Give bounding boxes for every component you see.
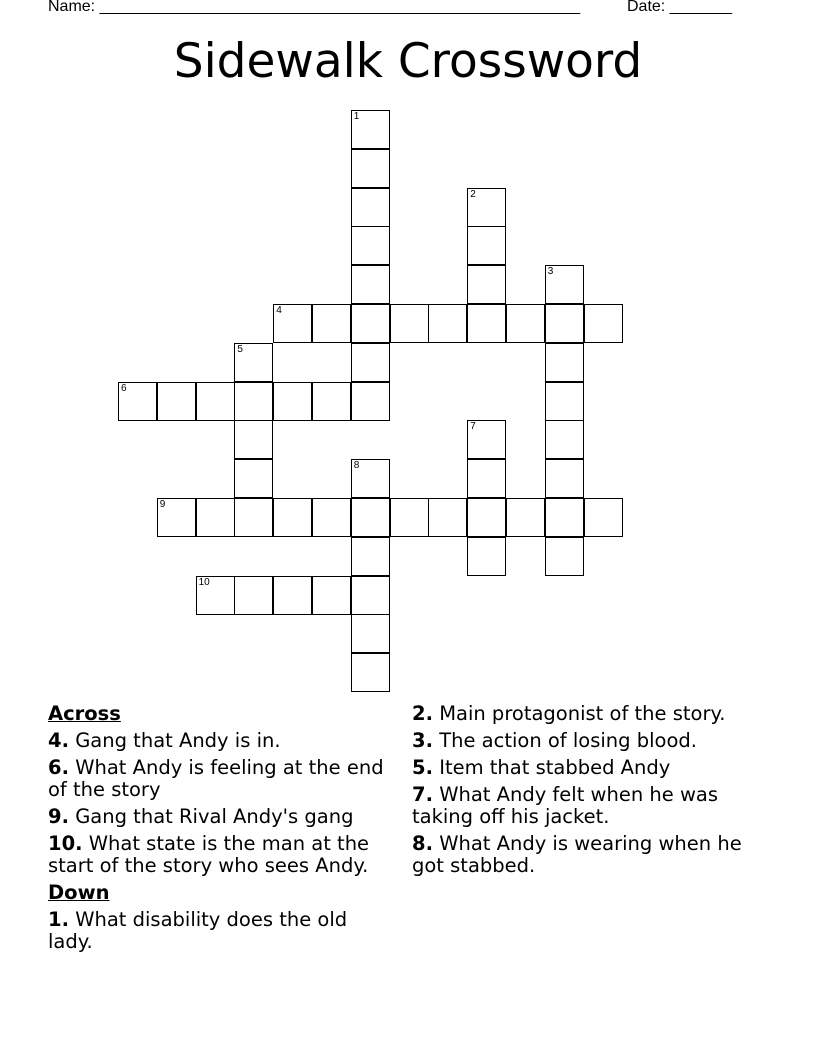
grid-cell[interactable] [234, 459, 273, 498]
grid-cell[interactable] [467, 188, 506, 227]
grid-cell[interactable] [545, 304, 584, 343]
clue-number-label: 9 [159, 499, 166, 510]
grid-cell[interactable] [118, 382, 157, 421]
grid-cell[interactable] [390, 304, 429, 343]
grid-cell[interactable] [273, 304, 312, 343]
grid-cell[interactable] [545, 459, 584, 498]
grid-cell[interactable] [351, 498, 390, 537]
clue-number-label: 1 [353, 111, 360, 122]
grid-cell[interactable] [428, 304, 467, 343]
grid-cell[interactable] [467, 420, 506, 459]
grid-cell[interactable] [351, 576, 390, 615]
grid-cell[interactable] [467, 265, 506, 304]
grid-cell[interactable] [351, 537, 390, 576]
grid-cell[interactable] [312, 498, 351, 537]
grid-cell[interactable] [312, 382, 351, 421]
date-field[interactable]: Date: _______ [627, 0, 732, 15]
grid-cell[interactable] [545, 537, 584, 576]
clue-down-7: 7. What Andy felt when he was taking off his jacket. [412, 783, 719, 828]
clue-across-6: 6. What Andy is feeling at the end of the story [48, 756, 384, 801]
clue-down-5: 5. Item that stabbed Andy [412, 756, 671, 779]
grid-cell[interactable] [351, 382, 390, 421]
grid-cell[interactable] [351, 226, 390, 265]
grid-cell[interactable] [157, 498, 196, 537]
clue-number-label: 10 [198, 576, 210, 588]
grid-cell[interactable] [467, 537, 506, 576]
clue-number-label: 2 [470, 188, 476, 200]
grid-cell[interactable] [273, 576, 312, 615]
down-heading: Down [48, 881, 110, 904]
clue-number-label: 7 [470, 421, 476, 433]
grid-cell[interactable] [351, 343, 390, 382]
clue-number-label: 4 [276, 305, 282, 316]
clue-across-10: 10. What state is the man at the start of the story who sees Andy. [48, 832, 370, 877]
grid-cell[interactable] [312, 304, 351, 343]
grid-cell[interactable] [390, 498, 429, 537]
grid-cell[interactable] [467, 226, 506, 265]
grid-cell[interactable] [351, 265, 390, 304]
grid-cell[interactable] [234, 498, 273, 537]
page-title: Sidewalk Crossword [173, 34, 643, 89]
grid-cell[interactable] [273, 498, 312, 537]
grid-cell[interactable] [467, 498, 506, 537]
clue-number-label: 5 [237, 343, 243, 355]
clue-down-2: 2. Main protagonist of the story. [412, 702, 726, 725]
grid-cell[interactable] [234, 576, 273, 615]
name-field[interactable]: Name: ______________________________________________________ [48, 0, 581, 15]
grid-cell[interactable] [234, 343, 273, 382]
clue-across-9: 9. Gang that Rival Andy's gang [48, 805, 354, 828]
grid-cell[interactable] [545, 382, 584, 421]
clues-right-column [412, 703, 757, 882]
clue-number-label: 3 [547, 266, 554, 278]
across-heading: Across [48, 702, 121, 725]
grid-cell[interactable] [351, 149, 390, 188]
grid-cell[interactable] [545, 420, 584, 459]
grid-cell[interactable] [584, 498, 623, 537]
grid-cell[interactable] [584, 304, 623, 343]
grid-cell[interactable] [196, 576, 235, 615]
grid-cell[interactable] [234, 420, 273, 459]
grid-cell[interactable] [467, 304, 506, 343]
grid-cell[interactable] [428, 498, 467, 537]
clue-across-4: 4. Gang that Andy is in. [48, 729, 281, 752]
grid-cell[interactable] [273, 382, 312, 421]
clue-number-label: 6 [121, 382, 127, 394]
grid-cell[interactable] [234, 382, 273, 421]
grid-cell[interactable] [545, 498, 584, 537]
grid-cell[interactable] [545, 265, 584, 304]
clues-left-column [48, 703, 393, 958]
grid-cell[interactable] [545, 343, 584, 382]
grid-cell[interactable] [506, 304, 545, 343]
grid-cell[interactable] [312, 576, 351, 615]
clue-down-1: 1. What disability does the old lady. [48, 908, 348, 953]
clue-number-label: 8 [353, 460, 360, 472]
grid-cell[interactable] [506, 498, 545, 537]
grid-cell[interactable] [351, 614, 390, 653]
grid-cell[interactable] [351, 304, 390, 343]
clue-down-3: 3. The action of losing blood. [412, 729, 697, 752]
clue-down-8: 8. What Andy is wearing when he got stabbed. [412, 832, 742, 877]
grid-cell[interactable] [351, 653, 390, 692]
grid-cell[interactable] [196, 498, 235, 537]
grid-cell[interactable] [467, 459, 506, 498]
grid-cell[interactable] [351, 188, 390, 227]
grid-cell[interactable] [351, 110, 390, 149]
grid-cell[interactable] [157, 382, 196, 421]
grid-cell[interactable] [351, 459, 390, 498]
grid-cell[interactable] [196, 382, 235, 421]
